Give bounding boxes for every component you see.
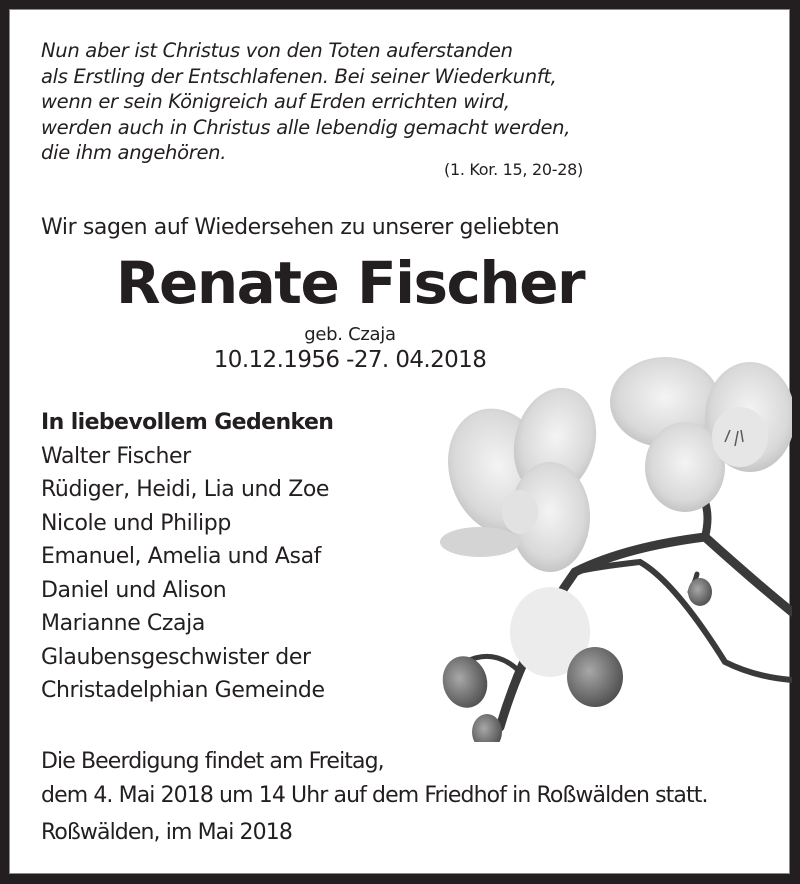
farewell-intro: Wir sagen auf Wiedersehen zu unserer geliebten	[41, 215, 560, 240]
verse-line: die ihm angehören.	[41, 141, 227, 164]
verse-line: wenn er sein Königreich auf Erden errichten wird,	[41, 90, 510, 113]
bible-verse	[41, 38, 570, 166]
mourner: Glaubensgeschwister der	[41, 644, 311, 670]
verse-reference: (1. Kor. 15, 20-28)	[444, 160, 583, 179]
obituary-notice	[9, 9, 790, 874]
mourner: Daniel und Alison	[41, 577, 227, 603]
funeral-details	[41, 745, 708, 813]
mourners-heading: In liebevollem Gedenken	[41, 410, 334, 435]
place-and-date: Roßwälden, im Mai 2018	[41, 820, 292, 845]
deceased-name: Renate Fischer	[115, 249, 585, 317]
maiden-name: geb. Czaja	[304, 324, 396, 345]
mourner: Emanuel, Amelia und Asaf	[41, 544, 322, 569]
mourner: Marianne Czaja	[41, 611, 205, 636]
orchid-image	[425, 342, 792, 742]
verse-line: werden auch in Christus alle lebendig gemacht werden,	[41, 115, 571, 139]
verse-line: Nun aber ist Christus von den Toten auferstanden	[41, 39, 513, 62]
funeral-line: dem 4. Mai 2018 um 14 Uhr auf dem Friedhof in Roßwälden statt.	[41, 783, 708, 808]
mourner: Walter Fischer	[41, 443, 191, 469]
verse-line: als Erstling der Entschlafenen. Bei seiner Wiederkunft,	[41, 64, 557, 88]
mourner: Nicole und Philipp	[41, 510, 231, 536]
mourner: Rüdiger, Heidi, Lia und Zoe	[41, 477, 330, 502]
mourners-list	[41, 406, 333, 708]
funeral-line: Die Beerdigung findet am Freitag,	[41, 749, 384, 774]
life-dates: 10.12.1956 -27. 04.2018	[213, 347, 487, 373]
mourner: Christadelphian Gemeinde	[41, 678, 325, 703]
